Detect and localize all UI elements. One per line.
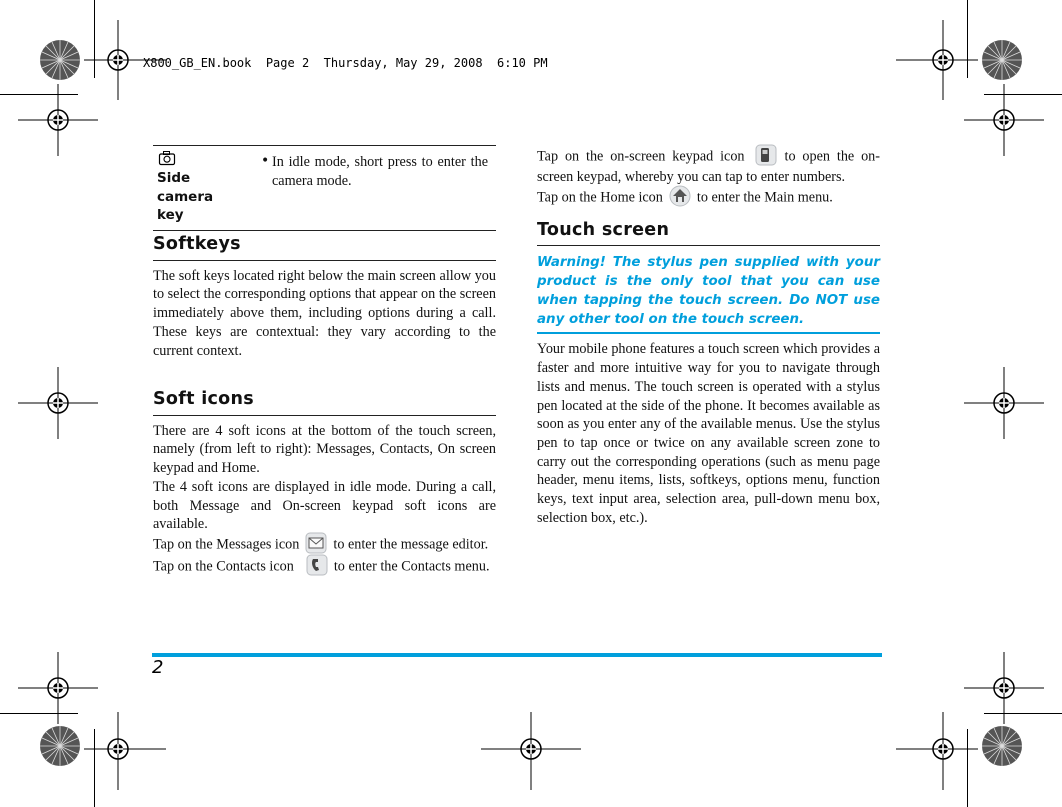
messages-instruction: Tap on the Messages icon to enter the message editor.	[153, 534, 496, 556]
key-label: Side camera key	[157, 170, 214, 223]
touch-screen-body: Your mobile phone features a touch screen which provides a faster and more intuitive way for you to navigate through lists and menus. The touch screen is operated with a stylus pen located at the side of the phone. It becomes available as soon as you enter any of the available menus. Use the stylus pen to tap once or twice on any available screen zone to carry out the corresponding operations (such as menu page header, menu items, lists, softkeys, options menu, function keys, text input area, selection area, pull-down menu box, selection box, etc.).	[537, 341, 880, 526]
key-description: In idle mode, short press to enter the camera mode.	[272, 154, 488, 189]
softkeys-body: The soft keys located right below the main screen allow you to select the corresponding options that appear on the screen immediately above them, including options during a call. These keys are contextual: they vary according to the current context.	[153, 267, 496, 359]
softkeys-section	[153, 235, 496, 360]
keypad-instruction: Tap on the on-screen keypad icon to open the on-screen keypad, whereby you can tap to enter numbers.	[537, 146, 880, 187]
page-number: 2	[152, 657, 164, 678]
keypad-icon	[755, 144, 777, 166]
home-icon	[669, 185, 691, 207]
camera-icon	[158, 150, 176, 166]
envelope-icon	[305, 532, 327, 554]
home-instruction: Tap on the Home icon to enter the Main menu.	[537, 187, 880, 209]
touch-screen-heading: Touch screen	[537, 219, 670, 240]
contacts-instruction: Tap on the Contacts icon to enter the Contacts menu.	[153, 556, 496, 578]
soft-icons-para1: There are 4 soft icons at the bottom of the touch screen, namely (from left to right): Messages, Contacts, On screen keypad and Home.	[153, 422, 496, 477]
softkeys-heading: Softkeys	[153, 234, 241, 254]
right-column	[537, 146, 880, 527]
print-header: X800_GB_EN.book Page 2 Thursday, May 29, 2008 6:10 PM	[143, 56, 548, 70]
stylus-warning: Warning! The stylus pen supplied with your product is the only tool that you can use when tapping the touch screen. Do NOT use any other tool on the touch screen.	[537, 255, 880, 328]
soft-icons-section	[153, 390, 496, 578]
soft-icons-heading: Soft icons	[153, 389, 254, 409]
contacts-icon	[306, 554, 328, 576]
bullet: •	[261, 153, 270, 169]
footer-rule	[152, 653, 882, 657]
soft-icons-para2: The 4 soft icons are displayed in idle mode. During a call, both Message and On-screen keypad soft icons are available.	[153, 478, 496, 533]
